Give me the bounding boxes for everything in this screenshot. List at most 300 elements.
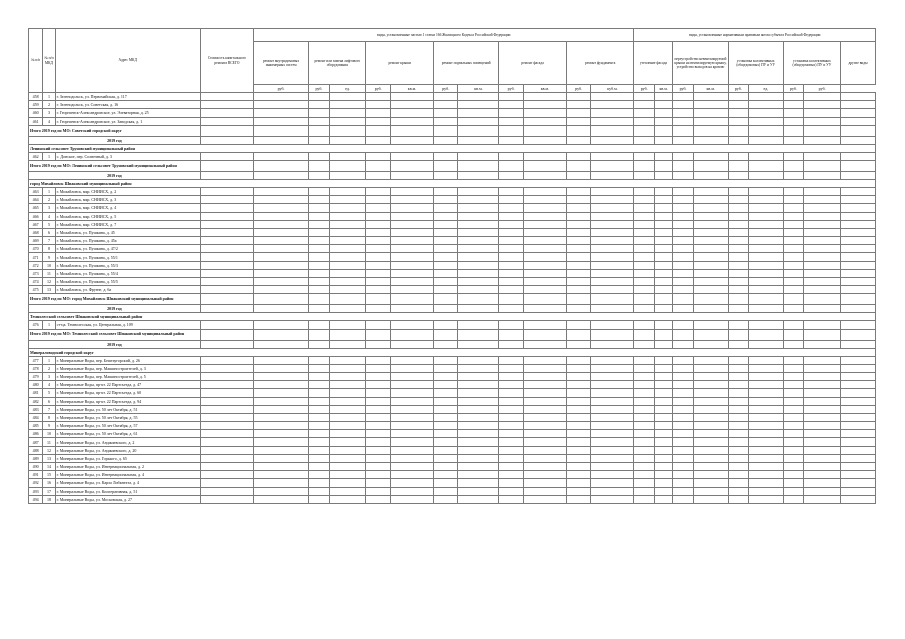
value-cell bbox=[433, 286, 458, 294]
table-row bbox=[29, 261, 876, 269]
subtotal-cell bbox=[673, 160, 693, 171]
value-cell bbox=[728, 278, 748, 286]
value-cell bbox=[390, 228, 433, 236]
value-cell bbox=[841, 204, 876, 212]
value-cell bbox=[390, 397, 433, 405]
value-cell bbox=[841, 117, 876, 125]
value-cell bbox=[309, 413, 329, 421]
value-cell bbox=[841, 364, 876, 372]
value-cell bbox=[433, 261, 458, 269]
value-cell bbox=[329, 220, 366, 228]
value-cell bbox=[566, 93, 591, 101]
unit-cell: руб. bbox=[433, 85, 458, 93]
value-cell bbox=[458, 438, 499, 446]
value-cell bbox=[566, 117, 591, 125]
value-cell bbox=[634, 356, 654, 364]
value-cell bbox=[499, 152, 524, 160]
value-cell bbox=[433, 438, 458, 446]
row-address: с. Донское, пер. Солнечный, д. 3 bbox=[55, 152, 200, 160]
year-cell bbox=[783, 136, 803, 144]
subtotal-cell bbox=[309, 160, 329, 171]
value-cell bbox=[309, 454, 329, 462]
row-mkd-number: 18 bbox=[43, 495, 55, 503]
value-cell bbox=[693, 479, 728, 487]
unit-cell: руб. bbox=[309, 85, 329, 93]
subtotal-cell bbox=[566, 329, 591, 340]
value-cell bbox=[390, 101, 433, 109]
row-number: 462 bbox=[29, 152, 43, 160]
value-cell bbox=[499, 187, 524, 195]
value-cell bbox=[728, 446, 748, 454]
value-cell bbox=[749, 253, 784, 261]
year-cell bbox=[673, 171, 693, 179]
year-cell bbox=[390, 171, 433, 179]
unit-cell: руб. bbox=[728, 85, 748, 93]
year-cell bbox=[499, 136, 524, 144]
value-cell bbox=[309, 438, 329, 446]
year-cell bbox=[841, 305, 876, 313]
unit-cell: руб. bbox=[804, 85, 841, 93]
value-cell bbox=[329, 152, 366, 160]
value-cell bbox=[749, 237, 784, 245]
value-cell bbox=[591, 422, 634, 430]
row-mkd-number: 5 bbox=[43, 389, 55, 397]
value-cell bbox=[200, 438, 253, 446]
value-cell bbox=[591, 372, 634, 380]
value-cell bbox=[329, 187, 366, 195]
value-cell bbox=[329, 471, 366, 479]
value-cell bbox=[523, 237, 566, 245]
year-cell bbox=[390, 136, 433, 144]
value-cell bbox=[804, 405, 841, 413]
value-cell bbox=[433, 422, 458, 430]
value-cell bbox=[309, 321, 329, 329]
value-cell bbox=[499, 109, 524, 117]
value-cell bbox=[591, 471, 634, 479]
value-cell bbox=[309, 253, 329, 261]
value-cell bbox=[673, 253, 693, 261]
value-cell bbox=[390, 269, 433, 277]
value-cell bbox=[841, 397, 876, 405]
value-cell bbox=[634, 237, 654, 245]
value-cell bbox=[804, 389, 841, 397]
value-cell bbox=[566, 101, 591, 109]
value-cell bbox=[749, 381, 784, 389]
value-cell bbox=[654, 237, 672, 245]
value-cell bbox=[654, 372, 672, 380]
value-cell bbox=[253, 471, 308, 479]
value-cell bbox=[693, 413, 728, 421]
value-cell bbox=[366, 93, 391, 101]
value-cell bbox=[728, 237, 748, 245]
year-cell bbox=[200, 136, 253, 144]
value-cell bbox=[728, 397, 748, 405]
value-cell bbox=[673, 487, 693, 495]
value-cell bbox=[749, 278, 784, 286]
value-cell bbox=[366, 101, 391, 109]
col-mkd-number-header: № п/п МКД bbox=[43, 29, 55, 93]
value-cell bbox=[591, 430, 634, 438]
value-cell bbox=[728, 413, 748, 421]
value-cell bbox=[329, 109, 366, 117]
value-cell bbox=[841, 228, 876, 236]
year-cell bbox=[309, 136, 329, 144]
year-cell bbox=[329, 171, 366, 179]
value-cell bbox=[200, 479, 253, 487]
value-cell bbox=[654, 261, 672, 269]
table-row bbox=[29, 487, 876, 495]
value-cell bbox=[783, 220, 803, 228]
value-cell bbox=[673, 446, 693, 454]
year-cell bbox=[390, 340, 433, 348]
value-cell bbox=[499, 237, 524, 245]
row-mkd-number: 11 bbox=[43, 269, 55, 277]
table-row bbox=[29, 495, 876, 503]
value-cell bbox=[566, 446, 591, 454]
value-cell bbox=[366, 220, 391, 228]
capital-repair-table bbox=[28, 28, 876, 504]
table-row bbox=[29, 356, 876, 364]
value-cell bbox=[673, 261, 693, 269]
value-cell bbox=[253, 204, 308, 212]
section-title: Темнолесский сельсовет Шпаковский муниципальный район bbox=[29, 313, 876, 321]
value-cell bbox=[253, 413, 308, 421]
year-cell bbox=[566, 305, 591, 313]
row-number: 492 bbox=[29, 479, 43, 487]
value-cell bbox=[433, 152, 458, 160]
table-row bbox=[29, 237, 876, 245]
value-cell bbox=[673, 454, 693, 462]
row-number: 475 bbox=[29, 286, 43, 294]
subtotal-cell bbox=[749, 329, 784, 340]
subtotal-cell bbox=[728, 160, 748, 171]
subtotal-label: Итого 2019 год по МО: Ленинский сельсовет Труновский муниципальный район bbox=[29, 160, 201, 171]
value-cell bbox=[499, 422, 524, 430]
year-cell bbox=[634, 340, 654, 348]
value-cell bbox=[728, 228, 748, 236]
value-cell bbox=[841, 321, 876, 329]
value-cell bbox=[634, 286, 654, 294]
value-cell bbox=[841, 430, 876, 438]
value-cell bbox=[634, 364, 654, 372]
value-cell bbox=[458, 487, 499, 495]
value-cell bbox=[783, 405, 803, 413]
value-cell bbox=[693, 196, 728, 204]
value-cell bbox=[728, 372, 748, 380]
value-cell bbox=[728, 422, 748, 430]
value-cell bbox=[804, 422, 841, 430]
spreadsheet-page bbox=[28, 28, 876, 504]
year-cell bbox=[693, 305, 728, 313]
year-label: 2019 год bbox=[29, 171, 201, 179]
value-cell bbox=[499, 487, 524, 495]
row-mkd-number: 7 bbox=[43, 237, 55, 245]
value-cell bbox=[309, 196, 329, 204]
value-cell bbox=[523, 471, 566, 479]
value-cell bbox=[634, 397, 654, 405]
subtotal-cell bbox=[390, 294, 433, 305]
subtotal-cell bbox=[654, 160, 672, 171]
value-cell bbox=[200, 389, 253, 397]
value-cell bbox=[390, 430, 433, 438]
table-row bbox=[29, 152, 876, 160]
row-address: г. Михайловск, ул. Фрунзе, д. 6а bbox=[55, 286, 200, 294]
value-cell bbox=[309, 204, 329, 212]
subtotal-label: Итого 2019 год по МО: Темнолесский сельсовет Шпаковский муниципальный район bbox=[29, 329, 201, 340]
row-mkd-number: 8 bbox=[43, 245, 55, 253]
value-cell bbox=[566, 321, 591, 329]
year-cell bbox=[566, 340, 591, 348]
value-cell bbox=[566, 278, 591, 286]
row-number: 465 bbox=[29, 204, 43, 212]
value-cell bbox=[654, 479, 672, 487]
row-number: 466 bbox=[29, 212, 43, 220]
value-cell bbox=[499, 204, 524, 212]
value-cell bbox=[673, 381, 693, 389]
row-mkd-number: 14 bbox=[43, 463, 55, 471]
value-cell bbox=[804, 286, 841, 294]
value-cell bbox=[749, 261, 784, 269]
value-cell bbox=[693, 381, 728, 389]
value-cell bbox=[499, 278, 524, 286]
subtotal-cell bbox=[309, 125, 329, 136]
value-cell bbox=[654, 381, 672, 389]
value-cell bbox=[390, 454, 433, 462]
value-cell bbox=[693, 187, 728, 195]
value-cell bbox=[634, 446, 654, 454]
subtotal-cell bbox=[654, 125, 672, 136]
subtotal-cell bbox=[783, 125, 803, 136]
value-cell bbox=[749, 471, 784, 479]
year-cell bbox=[749, 171, 784, 179]
value-cell bbox=[309, 93, 329, 101]
value-cell bbox=[749, 397, 784, 405]
value-cell bbox=[591, 487, 634, 495]
value-cell bbox=[458, 364, 499, 372]
value-cell bbox=[253, 109, 308, 117]
value-cell bbox=[390, 286, 433, 294]
subtotal-cell bbox=[309, 294, 329, 305]
value-cell bbox=[566, 430, 591, 438]
value-cell bbox=[253, 438, 308, 446]
value-cell bbox=[433, 372, 458, 380]
value-cell bbox=[693, 454, 728, 462]
value-cell bbox=[749, 487, 784, 495]
year-cell bbox=[728, 340, 748, 348]
row-mkd-number: 10 bbox=[43, 261, 55, 269]
value-cell bbox=[499, 389, 524, 397]
value-cell bbox=[654, 422, 672, 430]
value-cell bbox=[654, 495, 672, 503]
value-cell bbox=[841, 237, 876, 245]
section-row bbox=[29, 144, 876, 152]
value-cell bbox=[253, 212, 308, 220]
table-row bbox=[29, 471, 876, 479]
subtotal-cell bbox=[433, 294, 458, 305]
value-cell bbox=[390, 471, 433, 479]
table-row bbox=[29, 422, 876, 430]
value-cell bbox=[783, 204, 803, 212]
value-cell bbox=[200, 422, 253, 430]
value-cell bbox=[253, 422, 308, 430]
value-cell bbox=[654, 152, 672, 160]
value-cell bbox=[654, 364, 672, 372]
table-row bbox=[29, 454, 876, 462]
value-cell bbox=[309, 117, 329, 125]
year-cell bbox=[673, 136, 693, 144]
value-cell bbox=[749, 495, 784, 503]
row-mkd-number: 15 bbox=[43, 471, 55, 479]
value-cell bbox=[749, 220, 784, 228]
value-cell bbox=[783, 286, 803, 294]
value-cell bbox=[200, 278, 253, 286]
subtotal-cell bbox=[366, 160, 391, 171]
value-cell bbox=[458, 495, 499, 503]
value-cell bbox=[458, 454, 499, 462]
year-cell bbox=[499, 305, 524, 313]
value-cell bbox=[309, 228, 329, 236]
value-cell bbox=[749, 454, 784, 462]
value-cell bbox=[499, 253, 524, 261]
value-cell bbox=[390, 152, 433, 160]
value-cell bbox=[499, 397, 524, 405]
value-cell bbox=[253, 228, 308, 236]
value-cell bbox=[253, 245, 308, 253]
value-cell bbox=[458, 109, 499, 117]
unit-cell: ед. bbox=[749, 85, 784, 93]
year-cell bbox=[654, 340, 672, 348]
value-cell bbox=[654, 204, 672, 212]
value-cell bbox=[309, 220, 329, 228]
value-cell bbox=[673, 220, 693, 228]
value-cell bbox=[200, 196, 253, 204]
value-cell bbox=[523, 438, 566, 446]
value-cell bbox=[329, 372, 366, 380]
value-cell bbox=[523, 109, 566, 117]
value-cell bbox=[329, 454, 366, 462]
value-cell bbox=[566, 479, 591, 487]
value-cell bbox=[200, 269, 253, 277]
col-number-header: № п/п bbox=[29, 29, 43, 93]
value-cell bbox=[728, 253, 748, 261]
value-cell bbox=[433, 196, 458, 204]
value-cell bbox=[841, 220, 876, 228]
value-cell bbox=[499, 463, 524, 471]
value-cell bbox=[591, 479, 634, 487]
subtotal-row bbox=[29, 125, 876, 136]
value-cell bbox=[566, 381, 591, 389]
value-cell bbox=[309, 463, 329, 471]
value-cell bbox=[673, 495, 693, 503]
row-address: г. Михайловск, мкр. СНИИСХ, д. 3 bbox=[55, 196, 200, 204]
year-cell bbox=[693, 340, 728, 348]
value-cell bbox=[523, 405, 566, 413]
value-cell bbox=[523, 228, 566, 236]
value-cell bbox=[566, 405, 591, 413]
value-cell bbox=[499, 405, 524, 413]
year-cell bbox=[654, 136, 672, 144]
value-cell bbox=[566, 372, 591, 380]
value-cell bbox=[499, 471, 524, 479]
value-cell bbox=[783, 187, 803, 195]
value-cell bbox=[693, 245, 728, 253]
value-cell bbox=[253, 405, 308, 413]
value-cell bbox=[591, 109, 634, 117]
value-cell bbox=[366, 109, 391, 117]
value-cell bbox=[390, 220, 433, 228]
value-cell bbox=[783, 117, 803, 125]
value-cell bbox=[366, 471, 391, 479]
value-cell bbox=[728, 430, 748, 438]
year-cell bbox=[433, 136, 458, 144]
value-cell bbox=[499, 220, 524, 228]
row-address: г. Минеральные Воды, ул. Интернациональная, д. 2 bbox=[55, 463, 200, 471]
value-cell bbox=[634, 471, 654, 479]
value-cell bbox=[654, 356, 672, 364]
value-cell bbox=[673, 364, 693, 372]
value-cell bbox=[499, 286, 524, 294]
value-cell bbox=[458, 237, 499, 245]
row-address: г. Михайловск, ул. Пушкина, д. 55/3 bbox=[55, 261, 200, 269]
value-cell bbox=[253, 117, 308, 125]
value-cell bbox=[591, 381, 634, 389]
subtotal-cell bbox=[366, 294, 391, 305]
row-mkd-number: 10 bbox=[43, 430, 55, 438]
value-cell bbox=[804, 117, 841, 125]
value-cell bbox=[499, 269, 524, 277]
value-cell bbox=[673, 321, 693, 329]
value-cell bbox=[693, 389, 728, 397]
row-number: 476 bbox=[29, 321, 43, 329]
value-cell bbox=[693, 495, 728, 503]
value-cell bbox=[499, 381, 524, 389]
year-cell bbox=[433, 171, 458, 179]
row-number: 464 bbox=[29, 196, 43, 204]
value-cell bbox=[253, 397, 308, 405]
value-cell bbox=[433, 397, 458, 405]
value-cell bbox=[749, 117, 784, 125]
value-cell bbox=[523, 495, 566, 503]
value-cell bbox=[390, 372, 433, 380]
value-cell bbox=[523, 187, 566, 195]
value-cell bbox=[523, 372, 566, 380]
value-cell bbox=[566, 253, 591, 261]
value-cell bbox=[366, 196, 391, 204]
value-cell bbox=[634, 245, 654, 253]
row-mkd-number: 8 bbox=[43, 413, 55, 421]
value-cell bbox=[749, 389, 784, 397]
value-cell bbox=[654, 228, 672, 236]
value-cell bbox=[309, 397, 329, 405]
value-cell bbox=[673, 286, 693, 294]
value-cell bbox=[499, 438, 524, 446]
value-cell bbox=[458, 245, 499, 253]
value-cell bbox=[841, 471, 876, 479]
row-mkd-number: 1 bbox=[43, 152, 55, 160]
subtotal-cell bbox=[200, 294, 253, 305]
value-cell bbox=[693, 446, 728, 454]
value-cell bbox=[693, 101, 728, 109]
row-mkd-number: 3 bbox=[43, 109, 55, 117]
value-cell bbox=[728, 479, 748, 487]
value-cell bbox=[654, 321, 672, 329]
value-cell bbox=[366, 286, 391, 294]
value-cell bbox=[366, 495, 391, 503]
value-cell bbox=[200, 220, 253, 228]
row-number: 469 bbox=[29, 237, 43, 245]
value-cell bbox=[523, 397, 566, 405]
year-cell bbox=[433, 340, 458, 348]
